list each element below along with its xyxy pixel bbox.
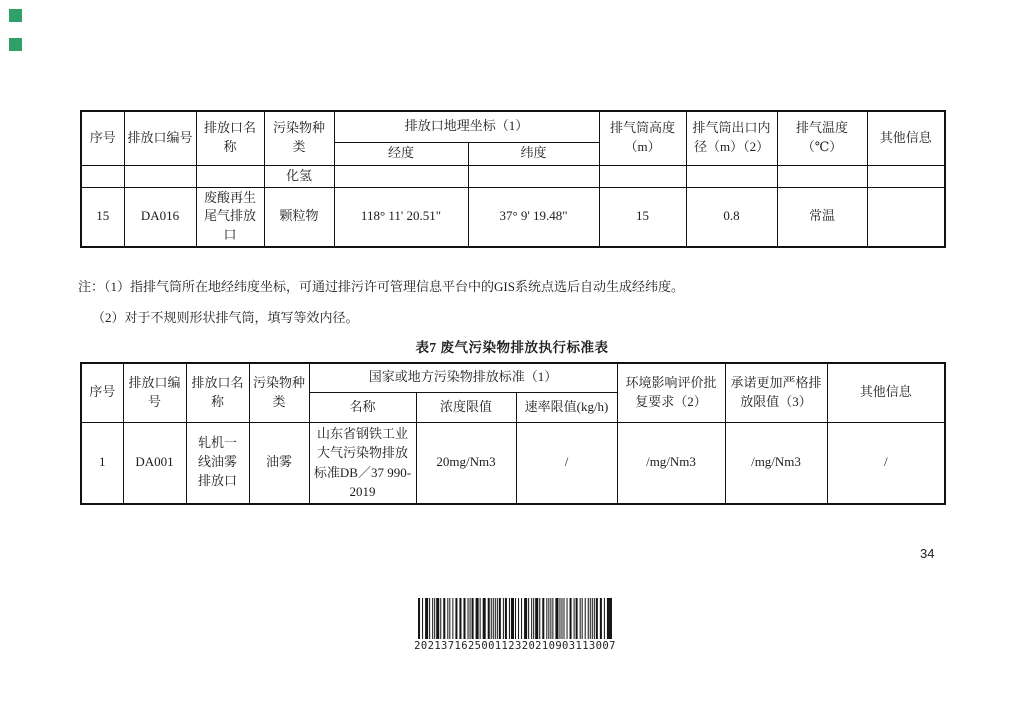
table7-title: 表7 废气污染物排放执行标准表 <box>415 340 609 355</box>
table-header-row <box>81 111 945 142</box>
cell-pollutant: 油雾 <box>249 422 309 504</box>
barcode-bars <box>416 598 614 639</box>
barcode-number: 202137162500112320210903113007 <box>414 640 616 652</box>
cell-other-info: / <box>827 422 945 504</box>
th-stricter-limit: 承诺更加严格排放限值（3） <box>725 363 827 422</box>
cell-standard-name: 山东省钢铁工业大气污染物排放标准DB／37 990-2019 <box>309 422 416 504</box>
th-other-info: 其他信息 <box>867 111 945 165</box>
th-eia-requirement: 环境影响评价批复要求（2） <box>617 363 725 422</box>
th-geo-coordinates: 排放口地理坐标（1） <box>334 111 599 142</box>
cell-seq <box>81 165 124 187</box>
cell-pollutant: 颗粒物 <box>264 187 334 247</box>
cell-seq: 1 <box>81 422 123 504</box>
th-outlet-name: 排放口名称 <box>196 111 264 165</box>
cell-outlet-name <box>196 165 264 187</box>
cell-other-info <box>867 187 945 247</box>
table-row <box>81 422 945 504</box>
note-line-1: 注：（1）指排气筒所在地经纬度坐标，可通过排污许可管理信息平台中的GIS系统点选后自动生成经纬度。 <box>78 279 684 294</box>
cell-rate-limit: / <box>516 422 617 504</box>
th-stack-diameter: 排气筒出口内径（m）（2） <box>686 111 777 165</box>
cell-outlet-name: 轧机一线油雾排放口 <box>186 422 249 504</box>
th-rate-limit: 速率限值(kg/h) <box>516 392 617 422</box>
table-row <box>81 187 945 247</box>
cell-exhaust-temp <box>777 165 867 187</box>
cell-exhaust-temp: 常温 <box>777 187 867 247</box>
emission-standards-table <box>80 362 946 505</box>
th-standard-name: 名称 <box>309 392 416 422</box>
cell-longitude: 118° 11' 20.51" <box>334 187 468 247</box>
th-latitude: 纬度 <box>468 142 599 165</box>
green-marker <box>9 38 22 51</box>
th-outlet-code: 排放口编号 <box>123 363 186 422</box>
th-exhaust-temp: 排气温度（℃） <box>777 111 867 165</box>
th-seq: 序号 <box>81 111 124 165</box>
cell-stack-diameter: 0.8 <box>686 187 777 247</box>
outlet-info-table <box>80 110 946 248</box>
th-standard-group: 国家或地方污染物排放标准（1） <box>309 363 617 392</box>
cell-stack-height: 15 <box>599 187 686 247</box>
cell-longitude <box>334 165 468 187</box>
cell-outlet-code: DA001 <box>123 422 186 504</box>
cell-seq: 15 <box>81 187 124 247</box>
th-pollutant-type: 污染物种类 <box>249 363 309 422</box>
page-number: 34 <box>920 546 935 561</box>
cell-latitude <box>468 165 599 187</box>
cell-outlet-code <box>124 165 196 187</box>
table-row <box>81 165 945 187</box>
th-conc-limit: 浓度限值 <box>416 392 516 422</box>
cell-eia-requirement: /mg/Nm3 <box>617 422 725 504</box>
cell-outlet-code: DA016 <box>124 187 196 247</box>
cell-conc-limit: 20mg/Nm3 <box>416 422 516 504</box>
th-stack-height: 排气筒高度（m） <box>599 111 686 165</box>
cell-latitude: 37° 9' 19.48" <box>468 187 599 247</box>
green-marker <box>9 9 22 22</box>
th-outlet-name: 排放口名称 <box>186 363 249 422</box>
note-line-2: （2）对于不规则形状排气筒，填写等效内径。 <box>92 310 359 325</box>
th-outlet-code: 排放口编号 <box>124 111 196 165</box>
cell-stack-diameter <box>686 165 777 187</box>
barcode <box>414 598 616 652</box>
th-longitude: 经度 <box>334 142 468 165</box>
cell-other-info <box>867 165 945 187</box>
th-seq: 序号 <box>81 363 123 422</box>
cell-stack-height <box>599 165 686 187</box>
th-other-info: 其他信息 <box>827 363 945 422</box>
cell-outlet-name: 废酸再生尾气排放口 <box>196 187 264 247</box>
cell-pollutant: 化氢 <box>264 165 334 187</box>
table-header-row <box>81 363 945 392</box>
table-notes <box>78 276 948 326</box>
cell-stricter-limit: /mg/Nm3 <box>725 422 827 504</box>
th-pollutant-type: 污染物种类 <box>264 111 334 165</box>
